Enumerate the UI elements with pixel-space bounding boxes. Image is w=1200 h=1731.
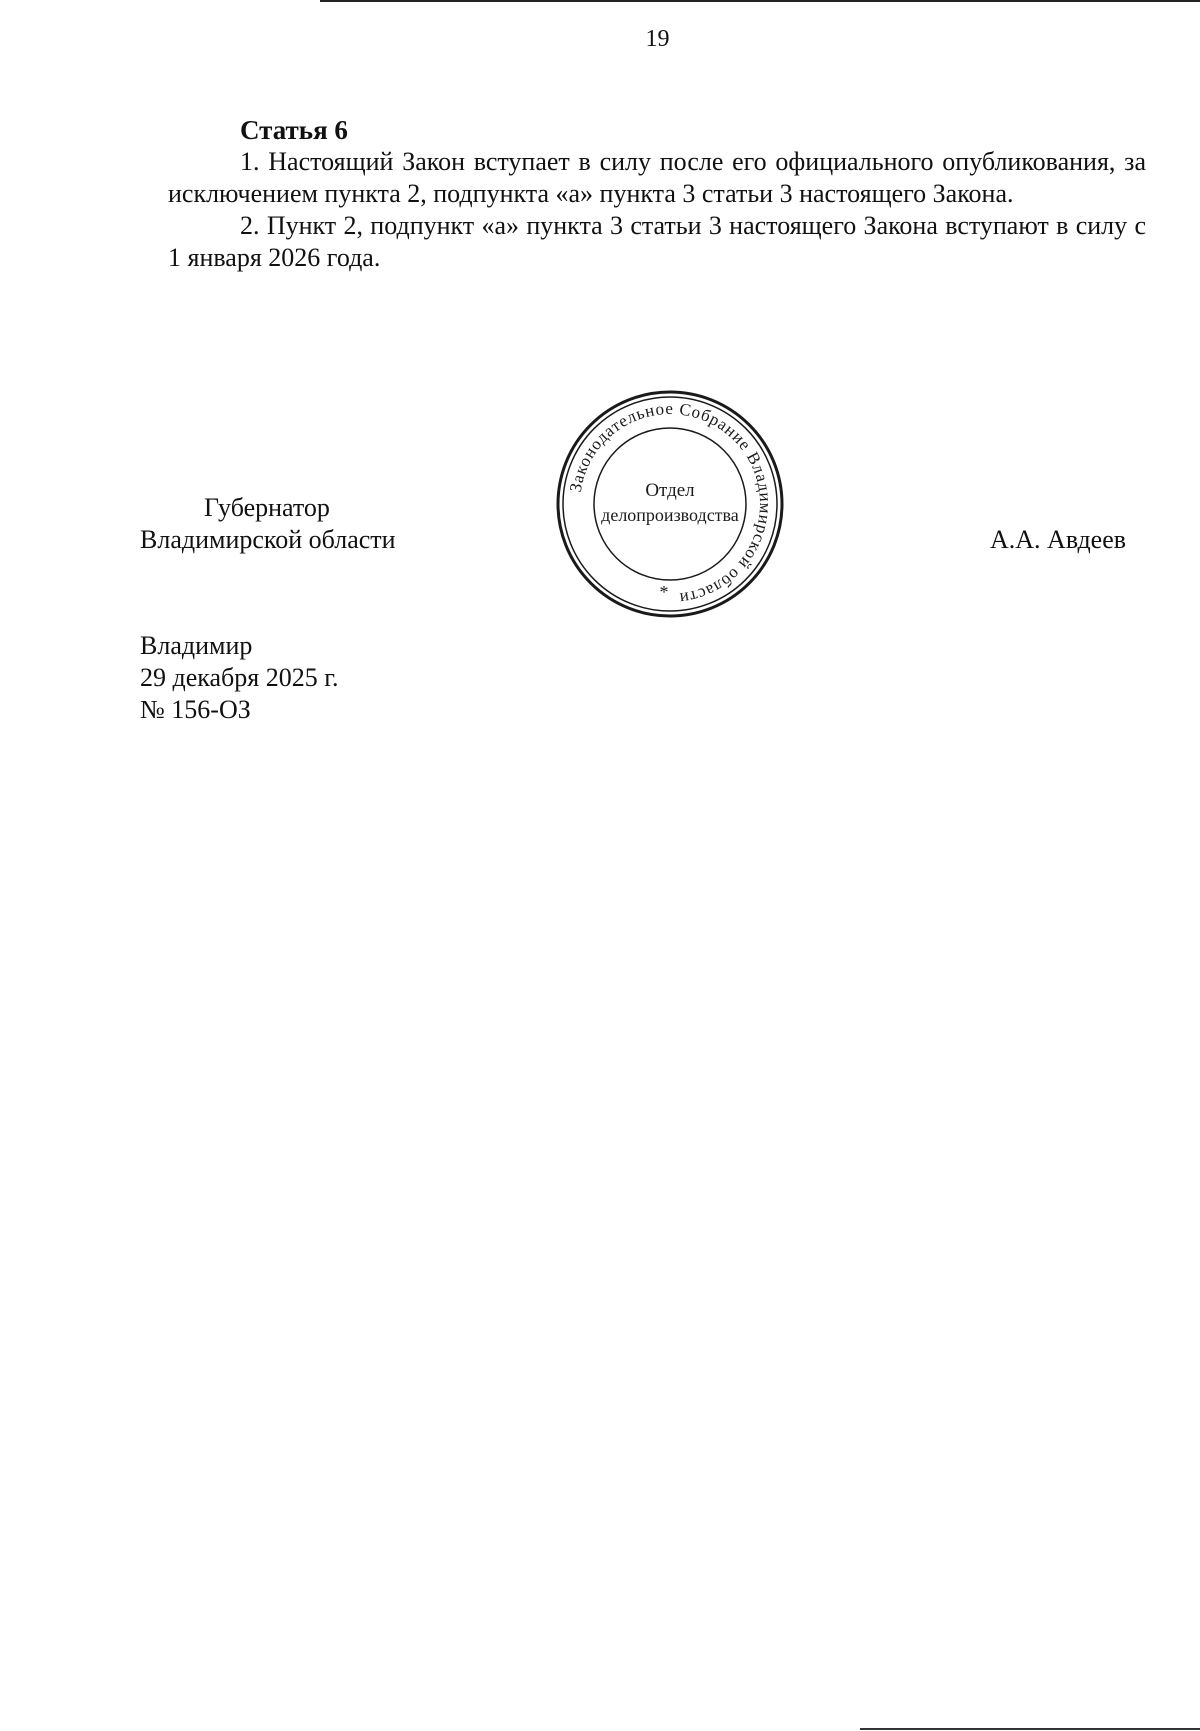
article-6 bbox=[168, 114, 1146, 274]
page-number: 19 bbox=[645, 26, 670, 52]
issue-date: 29 декабря 2025 г. bbox=[140, 663, 339, 692]
signatory-position bbox=[140, 492, 396, 556]
article-paragraph-1: 1. Настоящий Закон вступает в силу после его официального опубликования, за исключением пункта 2, подпункта «а» пункта 3 статьи 3 настоящего Закона. bbox=[168, 147, 1146, 208]
stamp-outer-ring bbox=[558, 392, 782, 616]
issue-number: № 156-ОЗ bbox=[140, 695, 251, 724]
stamp-star: * bbox=[659, 582, 669, 602]
signatory-position-line-2: Владимирской области bbox=[140, 525, 396, 554]
article-paragraph-2: 2. Пункт 2, подпункт «а» пункта 3 статьи 3 настоящего Закона вступают в силу с 1 января 2026 года. bbox=[168, 211, 1146, 272]
stamp-graphic bbox=[554, 388, 786, 620]
stamp-outer-ring-inner-line bbox=[563, 397, 777, 611]
stamp-ring-text: Законодательное Собрание Владимирской области bbox=[565, 398, 776, 609]
page-bottom-edge bbox=[860, 1728, 1200, 1730]
stamp-inner-ring bbox=[594, 428, 746, 580]
stamp-center-line-2: делопроизводства bbox=[601, 505, 739, 525]
signatory-position-line-1: Губернатор bbox=[204, 493, 330, 522]
stamp-center-line-1: Отдел bbox=[645, 480, 695, 501]
article-heading: Статья 6 bbox=[240, 115, 348, 145]
page-top-edge bbox=[320, 0, 1200, 2]
office-stamp bbox=[554, 388, 786, 620]
signatory-name: А.А. Авдеев bbox=[990, 525, 1127, 554]
issue-details bbox=[140, 630, 338, 726]
issue-city: Владимир bbox=[140, 631, 253, 660]
